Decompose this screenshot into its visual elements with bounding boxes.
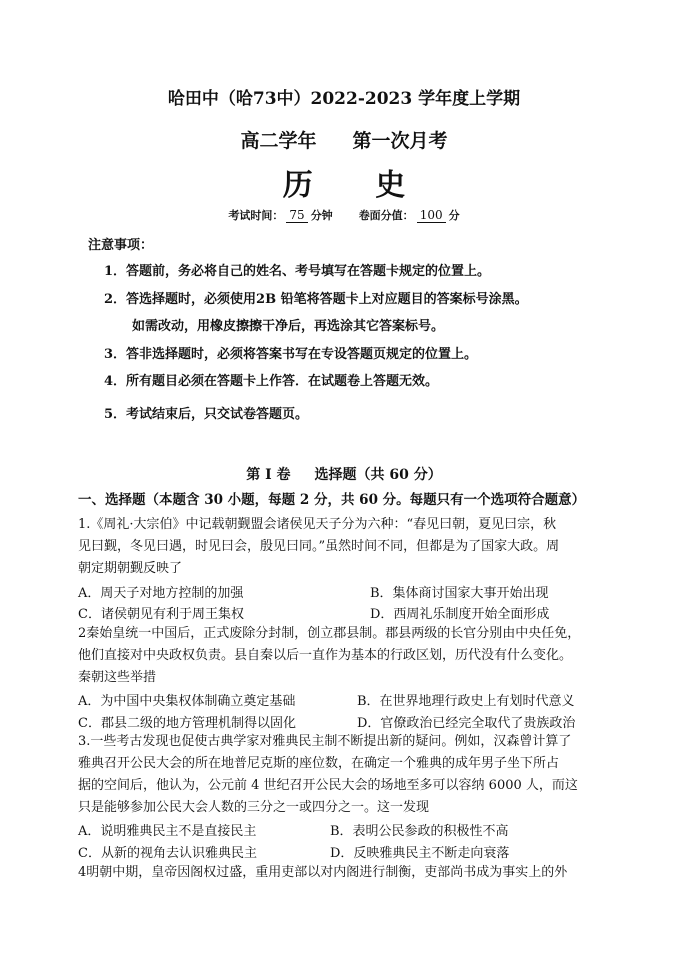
notice-item: 3．答非选择题时，必须将答案书写在专设答题页规定的位置上。	[104, 347, 478, 362]
section-rest: 选择题（共 60 分）	[314, 467, 442, 483]
question-line: 见曰觐，冬见曰遇，时见曰会，殷见曰同。”虽然时间不同，但都是为了国家大政。周	[78, 539, 560, 554]
option-c: C．从新的视角去认识雅典民主	[78, 846, 257, 861]
grade-label: 高二学年	[240, 130, 317, 152]
question-line: 朝定期朝觐反映了	[78, 561, 183, 576]
exam-title	[0, 126, 688, 153]
notice-item: 2．答选择题时，必须使用2B 铅笔将答题卡上对应题目的答案标号涂黑。	[104, 292, 528, 307]
option-b: B．在世界地理行政史上有划时代意义	[357, 694, 575, 709]
score-label: 卷面分值：	[358, 209, 414, 222]
question-line: 1.《周礼·大宗伯》中记载朝觐盟会诸侯见天子分为六种：“春见曰朝，夏见曰宗，秋	[78, 517, 557, 532]
section-heading: 一、选择题（本题含 30 小题，每题 2 分，共 60 分。每题只有一个选项符合题意）	[78, 492, 586, 508]
question-line: 雅典召开公民大会的所在地普尼克斯的座位数，在确定一个雅典的成年男子坐下所占	[78, 756, 560, 771]
question-line: 秦朝这些举措	[78, 670, 157, 685]
question-line: 3.一些考古发现也促使古典学家对雅典民主制不断提出新的疑问。例如，汉森曾计算了	[78, 734, 572, 749]
option-d: D．西周礼乐制度开始全面形成	[370, 607, 550, 622]
question-line: 2秦始皇统一中国后，正式废除分封制，创立郡县制。郡县两级的长官分别由中央任免，	[78, 626, 581, 641]
option-c: C．诸侯朝见有利于周王集权	[78, 607, 244, 622]
notice-item: 5．考试结束后，只交试卷答题页。	[104, 407, 309, 422]
option-b: B．集体商讨国家大事开始出现	[370, 586, 549, 601]
question-line: 据的空间后，他认为，公元前 4 世纪召开公民大会的场地至多可以容纳 6000 人，而这	[78, 778, 578, 793]
subject-title: 历 史	[282, 168, 432, 203]
section-title	[0, 464, 688, 484]
school-title: 哈田中（哈73中）2022-2023 学年度上学期	[167, 89, 521, 109]
notice-heading: 注意事项：	[88, 238, 154, 253]
time-unit: 分钟	[310, 209, 333, 222]
question-line: 他们直接对中央政权负责。县自秦以后一直作为基本的行政区划，历代没有什么变化。	[78, 648, 573, 663]
score-value: 100	[417, 208, 446, 223]
question-line: 只是能够参加公民大会人数的三分之一或四分之一。这一发现	[78, 800, 430, 815]
option-c: C．郡县二级的地方管理机制得以固化	[78, 716, 296, 731]
option-a: A．周天子对地方控制的加强	[78, 586, 244, 601]
notice-item: 4．所有题目必须在答题卡上作答．在试题卷上答题无效。	[104, 374, 439, 389]
option-a: A．说明雅典民主不是直接民主	[78, 824, 257, 839]
exam-meta	[0, 207, 688, 223]
time-label: 考试时间：	[228, 209, 284, 222]
exam-label: 第一次月考	[352, 130, 448, 152]
notice-item: 如需改动，用橡皮擦擦干净后，再选涂其它答案标号。	[132, 319, 445, 334]
time-value: 75	[286, 208, 307, 223]
score-unit: 分	[448, 209, 460, 222]
section-part: 第 I 卷	[246, 467, 291, 483]
notice-item: 1．答题前，务必将自己的姓名、考号填写在答题卡规定的位置上。	[104, 264, 491, 279]
option-d: D．反映雅典民主不断走向衰落	[330, 846, 510, 861]
option-b: B．表明公民参政的积极性不高	[330, 824, 509, 839]
question-line: 4明朝中期，皇帝因阁权过盛，重用吏部以对内阁进行制衡，吏部尚书成为事实上的外	[78, 865, 568, 880]
option-a: A．为中国中央集权体制确立奠定基础	[78, 694, 296, 709]
option-d: D．官僚政治已经完全取代了贵族政治	[357, 716, 576, 731]
